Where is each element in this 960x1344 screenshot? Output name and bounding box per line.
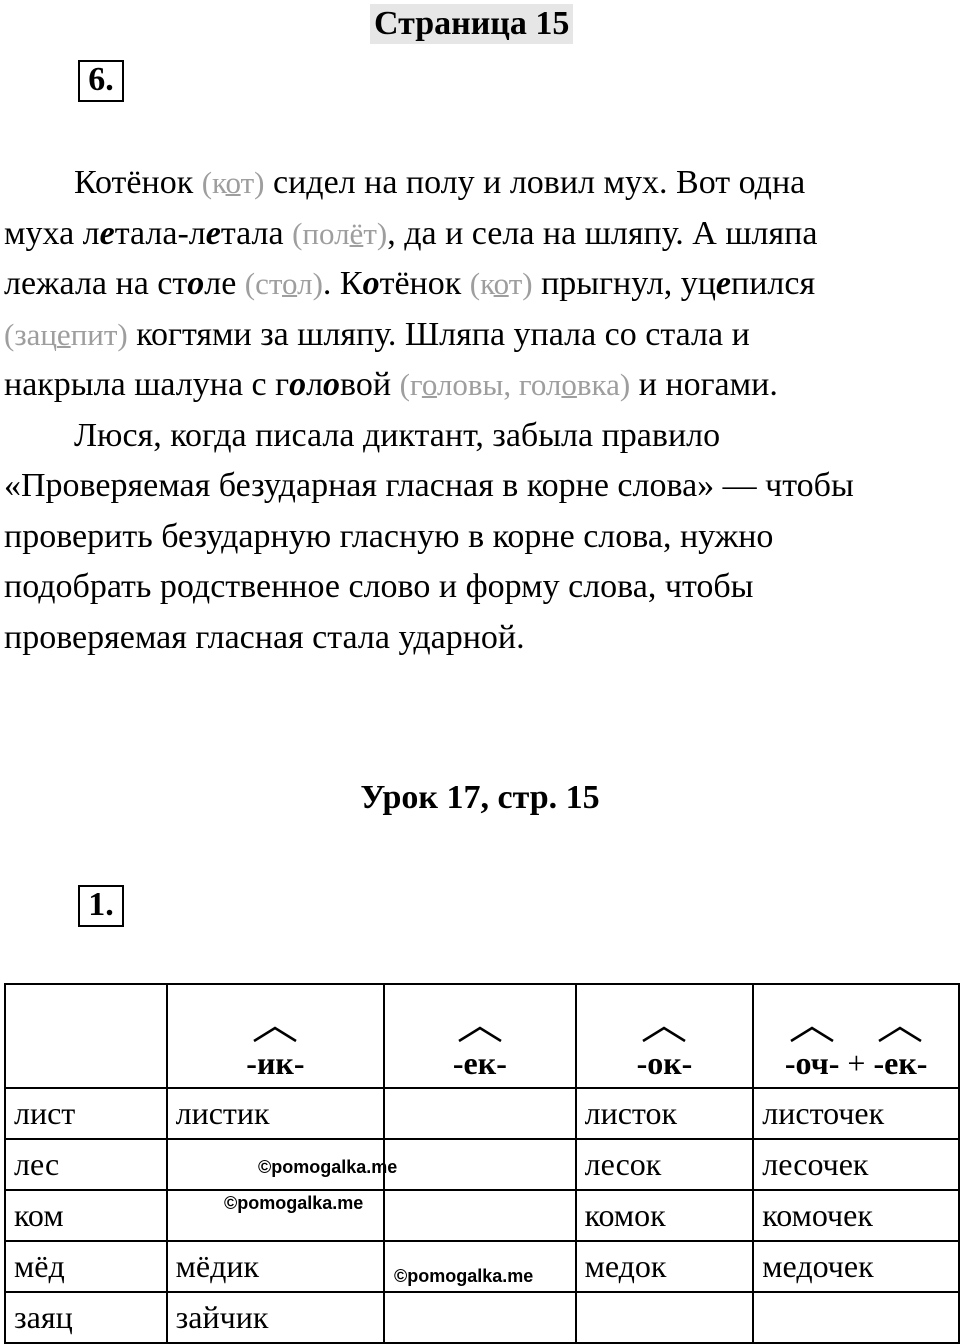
check-word-part: пит) xyxy=(70,316,128,352)
unstressed-vowel: е xyxy=(205,214,221,252)
suffix-label: -ек- xyxy=(452,1045,507,1081)
header-cell-ek xyxy=(384,984,575,1088)
table-cell xyxy=(753,1292,959,1343)
check-word-part xyxy=(57,317,71,352)
header-cell-och-ek xyxy=(753,984,959,1088)
plus-sign: + xyxy=(847,1045,866,1081)
text-line xyxy=(4,259,960,310)
check-word-part xyxy=(422,367,437,402)
text-segment: муха л xyxy=(4,214,100,252)
check-word-part xyxy=(282,266,297,301)
check-word-part: л) xyxy=(297,266,323,301)
table-cell: комочек xyxy=(753,1190,959,1241)
text-segment: проверяемая гласная стала ударной. xyxy=(4,618,525,656)
text-segment: Люся, когда писала диктант, забыла правило xyxy=(74,416,721,454)
table-cell: листик xyxy=(167,1088,385,1139)
text-line xyxy=(4,158,960,209)
check-vowel: о xyxy=(282,266,298,301)
check-word-part xyxy=(561,367,577,402)
table-cell: лесочек xyxy=(753,1139,959,1190)
table-cell: лес xyxy=(5,1139,167,1190)
check-vowel: о xyxy=(225,165,241,200)
suffix-table xyxy=(4,983,960,1344)
task-6-text xyxy=(4,158,960,663)
check-word-part xyxy=(226,165,241,200)
watermark: ©pomogalka.me xyxy=(258,1157,398,1177)
header-cell-ok xyxy=(576,984,754,1088)
text-segment: нок xyxy=(141,164,202,201)
suffix-och xyxy=(785,1043,840,1083)
text-segment: тала-л xyxy=(114,214,206,252)
page-title: Страница 15 xyxy=(370,4,573,44)
text-segment: ле xyxy=(204,265,245,302)
table-cell xyxy=(384,1292,575,1343)
text-segment: когтями за шляпу. Шляпа упала со стала и xyxy=(127,315,750,353)
suffix-ek xyxy=(453,1043,507,1083)
table-cell xyxy=(384,1088,575,1139)
task-number-1: 1. xyxy=(78,885,124,927)
text-line xyxy=(4,461,960,512)
lesson-title: Урок 17, стр. 15 xyxy=(360,779,600,816)
table-header-row xyxy=(5,984,959,1088)
text-segment: тёнок xyxy=(379,265,470,302)
check-word-part: (к xyxy=(201,165,226,200)
check-word-part: ловы, гол xyxy=(436,367,562,402)
suffix-ok xyxy=(637,1043,693,1083)
text-segment: проверить безударную гласную в корне слова, нужно xyxy=(4,517,774,555)
unstressed-vowel: о xyxy=(187,265,205,302)
suffix-arc-icon xyxy=(457,1025,503,1043)
text-segment: прыгнул, уц xyxy=(532,265,716,302)
table-cell: мёдик xyxy=(167,1241,385,1292)
table-cell xyxy=(384,1139,575,1190)
suffix-ek-2 xyxy=(873,1043,927,1083)
suffix-label: -оч- xyxy=(784,1045,840,1081)
table-row xyxy=(5,1139,959,1190)
table-cell: медочек xyxy=(753,1241,959,1292)
table-cell: лесок xyxy=(576,1139,754,1190)
text-line xyxy=(4,512,960,563)
suffix-arc-icon xyxy=(877,1025,923,1043)
text-segment: и ногами. xyxy=(630,366,778,403)
suffix-ik xyxy=(246,1043,304,1083)
suffix-label: -ек- xyxy=(873,1045,928,1081)
check-word-part xyxy=(494,266,509,301)
text-segment: т xyxy=(111,164,127,201)
task-number-6: 6. xyxy=(78,60,124,102)
table-cell: мёд xyxy=(5,1241,167,1292)
table-cell: листочек xyxy=(753,1088,959,1139)
check-word-part xyxy=(350,216,364,251)
text-segment: лежала на ст xyxy=(4,265,188,302)
table-cell: комок xyxy=(576,1190,754,1241)
table-cell: листок xyxy=(576,1088,754,1139)
unstressed-vowel: о xyxy=(289,366,307,403)
check-word-part: (пол xyxy=(292,215,350,251)
watermark: ©pomogalka.me xyxy=(394,1266,534,1286)
table-body xyxy=(5,1088,959,1343)
text-segment: накрыла шалуна с г xyxy=(4,366,290,403)
text-line xyxy=(4,411,960,462)
unstressed-vowel: е xyxy=(99,214,115,252)
check-vowel: ё xyxy=(349,215,364,251)
suffix-arc-icon xyxy=(252,1025,298,1043)
check-word-part: (к xyxy=(469,266,494,301)
text-segment: . К xyxy=(322,265,363,302)
check-word-part: (г xyxy=(399,367,422,402)
text-segment: вой xyxy=(340,366,400,403)
suffix-arc-icon xyxy=(641,1025,687,1043)
suffix-arc-icon xyxy=(789,1025,835,1043)
check-vowel: е xyxy=(56,316,71,352)
check-word-part: т) xyxy=(240,165,265,200)
text-line xyxy=(4,209,960,260)
watermark: ©pomogalka.me xyxy=(224,1193,364,1213)
check-vowel: о xyxy=(561,367,577,402)
text-segment: подобрать родственное слово и форму слова, чтобы xyxy=(4,568,754,605)
check-word-part: т) xyxy=(363,215,388,251)
table-cell: заяц xyxy=(5,1292,167,1343)
text-segment: , да и села на шляпу. А шляпа xyxy=(387,214,818,252)
text-line xyxy=(4,562,960,613)
unstressed-vowel: е xyxy=(715,265,732,302)
table-cell: медок xyxy=(576,1241,754,1292)
table-row xyxy=(5,1292,959,1343)
check-vowel: о xyxy=(421,367,437,402)
text-segment: пился xyxy=(731,265,816,302)
text-line xyxy=(4,613,960,664)
text-segment: ё xyxy=(126,164,142,201)
unstressed-vowel: о xyxy=(323,366,341,403)
text-segment: л xyxy=(306,366,324,403)
table-cell xyxy=(576,1292,754,1343)
suffix-label: -ик- xyxy=(246,1045,305,1081)
text-line xyxy=(4,360,960,411)
check-word-part: вка) xyxy=(576,367,631,402)
table-row xyxy=(5,1190,959,1241)
check-word-part: (зац xyxy=(4,316,57,352)
suffix-label: -ок- xyxy=(636,1045,693,1081)
text-segment: тала xyxy=(220,214,293,252)
table-cell: лист xyxy=(5,1088,167,1139)
header-cell-ik xyxy=(167,984,385,1088)
text-segment: «Проверяемая безударная гласная в корне слова» — чтобы xyxy=(4,467,854,504)
table-cell xyxy=(384,1190,575,1241)
text-line xyxy=(4,310,960,361)
unstressed-vowel: о xyxy=(362,265,380,302)
check-vowel: о xyxy=(493,266,509,301)
table-cell: ком xyxy=(5,1190,167,1241)
text-segment: сидел на полу и ловил мух. Вот одна xyxy=(264,164,806,201)
table-cell: зайчик xyxy=(167,1292,385,1343)
header-cell-word xyxy=(5,984,167,1088)
table-row xyxy=(5,1088,959,1139)
check-word-part: (ст xyxy=(244,266,283,301)
check-word-part: т) xyxy=(508,266,533,301)
text-segment: Ко xyxy=(74,164,112,201)
